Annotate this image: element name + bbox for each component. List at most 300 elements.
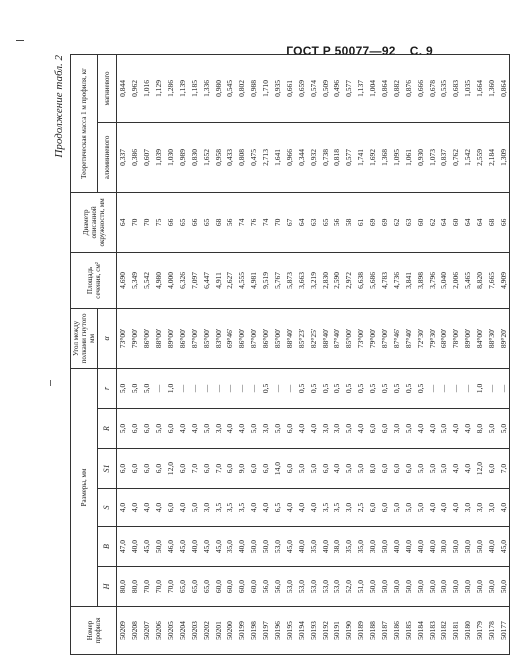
table-row	[414, 54, 426, 654]
cell-profile-no: 50182	[438, 607, 450, 655]
cell-diameter: 66	[188, 192, 200, 252]
cell-aluminum-mass: 1,039	[153, 122, 165, 192]
cell-magnesium-mass: 1,664	[474, 54, 486, 122]
cell-aluminum-mass: 1,641	[272, 122, 284, 192]
cell-aluminum-mass: 1,652	[200, 122, 212, 192]
cell-r-small: 5,0	[141, 368, 153, 408]
cell-aluminum-mass: 0,958	[212, 122, 224, 192]
cell-area: 4,555	[236, 252, 248, 308]
cell-angle: 87°46'	[390, 308, 402, 368]
cell-area: 5,767	[272, 252, 284, 308]
cell-s1: 6,0	[200, 449, 212, 489]
table-row	[450, 54, 462, 654]
cell-diameter: 64	[474, 192, 486, 252]
cell-diameter: 70	[141, 192, 153, 252]
cell-h: 56,0	[260, 567, 272, 607]
cell-angle: 85°00'	[272, 308, 284, 368]
cell-r-big: 6,0	[129, 409, 141, 449]
cell-b: 45,0	[200, 527, 212, 567]
cell-s1: 5,0	[426, 449, 438, 489]
cell-b: 53,0	[272, 527, 284, 567]
cell-b: 40,0	[236, 527, 248, 567]
cell-area: 4,000	[165, 252, 177, 308]
cell-aluminum-mass: 0,607	[141, 122, 153, 192]
continuation-caption: Продолжение табл. 2	[53, 55, 65, 158]
cell-r-big: 5,0	[486, 409, 498, 449]
cell-r-big: 5,0	[343, 409, 355, 449]
cell-s1: 6,0	[486, 449, 498, 489]
cell-area: 2,006	[450, 252, 462, 308]
header-angle: Угол между полками гнутого мм	[71, 308, 98, 368]
cell-s: 4,0	[283, 489, 295, 527]
table-row	[188, 54, 200, 654]
cell-s1: 6,0	[283, 449, 295, 489]
cell-profile-no: 50204	[176, 607, 188, 655]
cell-area: 2,972	[343, 252, 355, 308]
cell-b: 50,0	[474, 527, 486, 567]
cell-h: 53,0	[283, 567, 295, 607]
header-r-small: r	[98, 368, 117, 408]
cell-profile-no: 50206	[153, 607, 165, 655]
cell-magnesium-mass: 0,509	[319, 54, 331, 122]
cell-h: 51,0	[355, 567, 367, 607]
cell-h: 65,0	[176, 567, 188, 607]
cell-angle: 87°00'	[379, 308, 391, 368]
cell-aluminum-mass: 0,830	[188, 122, 200, 192]
cell-b: 40,0	[426, 527, 438, 567]
cell-angle: 87°00'	[188, 308, 200, 368]
cell-profile-no: 50209	[117, 607, 129, 655]
cell-b: 45,0	[141, 527, 153, 567]
table-row	[355, 54, 367, 654]
cell-aluminum-mass: 0,932	[307, 122, 319, 192]
cell-b: 35,0	[224, 527, 236, 567]
cell-r-big: 5,0	[153, 409, 165, 449]
cell-profile-no: 50187	[379, 607, 391, 655]
cell-h: 70,0	[153, 567, 165, 607]
cell-s1: 4,0	[331, 449, 343, 489]
cell-s1: 6,0	[319, 449, 331, 489]
cell-b: 50,0	[379, 527, 391, 567]
cell-area: 6,326	[176, 252, 188, 308]
cell-s1: 7,0	[212, 449, 224, 489]
cell-r-big: 4,0	[188, 409, 200, 449]
cell-s1: 6,0	[402, 449, 414, 489]
cell-r-small: 0,5	[402, 368, 414, 408]
cell-area: 3,796	[426, 252, 438, 308]
cell-area: 8,820	[474, 252, 486, 308]
cell-aluminum-mass: 0,475	[248, 122, 260, 192]
cell-r-small: 0,5	[355, 368, 367, 408]
cell-b: 50,0	[153, 527, 165, 567]
cell-magnesium-mass: 1,004	[367, 54, 379, 122]
cell-r-big: 4,0	[307, 409, 319, 449]
cell-diameter: 66	[165, 192, 177, 252]
cell-diameter: 65	[319, 192, 331, 252]
cell-s: 3,0	[474, 489, 486, 527]
cell-r-small: —	[248, 368, 260, 408]
cell-angle: 83°00'	[212, 308, 224, 368]
cell-magnesium-mass: 1,139	[176, 54, 188, 122]
cell-b: 35,0	[343, 527, 355, 567]
cell-r-small: —	[450, 368, 462, 408]
table-row	[117, 54, 129, 654]
cell-diameter: 70	[272, 192, 284, 252]
cell-aluminum-mass: 1,368	[379, 122, 391, 192]
cell-r-small: —	[200, 368, 212, 408]
cell-s: 3,5	[319, 489, 331, 527]
cell-magnesium-mass: 1,185	[188, 54, 200, 122]
cell-angle: 88°40'	[283, 308, 295, 368]
cell-h: 50,0	[450, 567, 462, 607]
cell-b: 50,0	[462, 527, 474, 567]
cell-s1: 4,0	[450, 449, 462, 489]
cell-diameter: 75	[153, 192, 165, 252]
cell-profile-no: 50194	[295, 607, 307, 655]
table-row	[248, 54, 260, 654]
cell-diameter: 74	[236, 192, 248, 252]
cell-s1: 6,0	[153, 449, 165, 489]
cell-angle: 85°23'	[295, 308, 307, 368]
cell-r-big: 4,0	[450, 409, 462, 449]
cell-s: 2,5	[355, 489, 367, 527]
cell-r-big: 4,0	[462, 409, 474, 449]
cell-profile-no: 50197	[260, 607, 272, 655]
cell-h: 50,0	[498, 567, 510, 607]
cell-magnesium-mass: 0,683	[450, 54, 462, 122]
cell-b: 40,0	[129, 527, 141, 567]
cell-r-big: 6,0	[165, 409, 177, 449]
cell-s1: 5,0	[438, 449, 450, 489]
cell-profile-no: 50185	[402, 607, 414, 655]
cell-s1: 8,0	[367, 449, 379, 489]
cell-r-small: 0,5	[295, 368, 307, 408]
cell-diameter: 69	[367, 192, 379, 252]
header-area: Площадь сечения, см²	[71, 252, 117, 308]
cell-h: 50,0	[367, 567, 379, 607]
table-row	[141, 54, 153, 654]
cell-b: 45,0	[176, 527, 188, 567]
cell-s1: 6,0	[129, 449, 141, 489]
cell-s1: 9,0	[236, 449, 248, 489]
cell-s: 4,0	[248, 489, 260, 527]
cell-magnesium-mass: 0,962	[129, 54, 141, 122]
cell-r-small: 0,5	[379, 368, 391, 408]
cell-s: 3,0	[462, 489, 474, 527]
cell-s: 3,5	[224, 489, 236, 527]
cell-angle: 85°00'	[343, 308, 355, 368]
cell-h: 65,0	[188, 567, 200, 607]
cell-aluminum-mass: 0,808	[236, 122, 248, 192]
cell-angle: 69°46'	[224, 308, 236, 368]
cell-b: 40,0	[295, 527, 307, 567]
cell-b: 40,0	[390, 527, 402, 567]
cell-s1: 7,0	[498, 449, 510, 489]
cell-aluminum-mass: 1,073	[426, 122, 438, 192]
cell-profile-no: 50184	[414, 607, 426, 655]
cell-b: 35,0	[307, 527, 319, 567]
cell-diameter: 56	[331, 192, 343, 252]
cell-aluminum-mass: 1,542	[462, 122, 474, 192]
cell-magnesium-mass: 1,710	[260, 54, 272, 122]
cell-profile-no: 50191	[331, 607, 343, 655]
cell-area: 4,981	[248, 252, 260, 308]
header-alpha: α	[98, 308, 117, 368]
cell-r-small: 0,5	[414, 368, 426, 408]
cell-diameter: 65	[176, 192, 188, 252]
cell-diameter: 64	[462, 192, 474, 252]
cell-b: 45,0	[498, 527, 510, 567]
cell-profile-no: 50193	[307, 607, 319, 655]
cell-aluminum-mass: 1,741	[355, 122, 367, 192]
cell-magnesium-mass: 0,659	[295, 54, 307, 122]
cell-angle: 84°00'	[474, 308, 486, 368]
cell-h: 50,0	[426, 567, 438, 607]
cell-magnesium-mass: 1,129	[153, 54, 165, 122]
table-row	[236, 54, 248, 654]
cell-r-small: —	[426, 368, 438, 408]
cell-r-big: 5,0	[248, 409, 260, 449]
table-row	[224, 54, 236, 654]
cell-r-small: —	[498, 368, 510, 408]
cell-r-big: 3,0	[260, 409, 272, 449]
cell-diameter: 60	[450, 192, 462, 252]
table-row	[438, 54, 450, 654]
cell-r-big: 4,0	[426, 409, 438, 449]
cell-b: 40,0	[414, 527, 426, 567]
cell-b: 30,0	[438, 527, 450, 567]
table-row	[343, 54, 355, 654]
cell-area: 9,519	[260, 252, 272, 308]
cell-diameter: 64	[117, 192, 129, 252]
cell-s: 3,5	[212, 489, 224, 527]
header-diameter: Диаметр описанной окружности, мм	[71, 192, 117, 252]
cell-r-big: 3,0	[331, 409, 343, 449]
table-row	[319, 54, 331, 654]
table-row	[486, 54, 498, 654]
cell-r-small: 0,5	[331, 368, 343, 408]
cell-r-small: 0,5	[307, 368, 319, 408]
cell-s1: 7,0	[188, 449, 200, 489]
header-h: H	[98, 567, 117, 607]
cell-s: 6,0	[379, 489, 391, 527]
cell-s: 6,5	[272, 489, 284, 527]
cell-b: 50,0	[450, 527, 462, 567]
margin-tick	[50, 380, 51, 386]
table-row	[367, 54, 379, 654]
cell-r-small: —	[283, 368, 295, 408]
cell-area: 5,542	[141, 252, 153, 308]
cell-r-big: 5,0	[117, 409, 129, 449]
cell-s1: 5,0	[355, 449, 367, 489]
cell-s1: 5,0	[414, 449, 426, 489]
table-row	[295, 54, 307, 654]
cell-angle: 85°00'	[200, 308, 212, 368]
cell-s: 4,0	[153, 489, 165, 527]
table-row	[462, 54, 474, 654]
cell-r-small: —	[486, 368, 498, 408]
table-row	[331, 54, 343, 654]
cell-s: 4,0	[141, 489, 153, 527]
cell-h: 50,0	[414, 567, 426, 607]
cell-area: 3,663	[295, 252, 307, 308]
cell-s1: 12,0	[165, 449, 177, 489]
cell-magnesium-mass: 0,545	[224, 54, 236, 122]
cell-s1: 5,0	[295, 449, 307, 489]
cell-s: 4,0	[176, 489, 188, 527]
cell-profile-no: 50205	[165, 607, 177, 655]
cell-angle: 88°40'	[319, 308, 331, 368]
cell-r-small: —	[188, 368, 200, 408]
header-b: B	[98, 527, 117, 567]
cell-s: 6,0	[367, 489, 379, 527]
cell-angle: 78°00'	[450, 308, 462, 368]
cell-profile-no: 50189	[355, 607, 367, 655]
cell-b: 50,0	[248, 527, 260, 567]
cell-aluminum-mass: 0,837	[438, 122, 450, 192]
cell-s: 5,0	[390, 489, 402, 527]
cell-aluminum-mass: 1,692	[367, 122, 379, 192]
cell-s1: 6,0	[390, 449, 402, 489]
cell-angle: 87°40'	[331, 308, 343, 368]
cell-area: 4,736	[390, 252, 402, 308]
cell-magnesium-mass: 0,980	[212, 54, 224, 122]
standard-number: ГОСТ Р 50077—92	[286, 44, 396, 58]
cell-aluminum-mass: 0,738	[319, 122, 331, 192]
cell-s: 5,0	[188, 489, 200, 527]
cell-area: 2,590	[331, 252, 343, 308]
cell-h: 50,0	[486, 567, 498, 607]
cell-angle: 87°00'	[248, 308, 260, 368]
cell-b: 40,0	[486, 527, 498, 567]
table-row	[129, 54, 141, 654]
cell-magnesium-mass: 1,360	[486, 54, 498, 122]
cell-profile-no: 50192	[319, 607, 331, 655]
cell-aluminum-mass: 1,095	[390, 122, 402, 192]
cell-s1: 4,0	[462, 449, 474, 489]
cell-magnesium-mass: 0,882	[390, 54, 402, 122]
cell-h: 50,0	[438, 567, 450, 607]
cell-area: 4,783	[379, 252, 391, 308]
cell-r-big: 3,0	[319, 409, 331, 449]
cell-profile-no: 50181	[450, 607, 462, 655]
cell-r-big: 4,0	[355, 409, 367, 449]
header-r-big: R	[98, 409, 117, 449]
table-row	[474, 54, 486, 654]
cell-area: 2,627	[224, 252, 236, 308]
cell-s: 3,0	[486, 489, 498, 527]
cell-h: 52,0	[343, 567, 355, 607]
header-dimensions: Размеры, мм	[71, 368, 98, 606]
cell-r-big: 4,0	[414, 409, 426, 449]
table-row	[402, 54, 414, 654]
cell-aluminum-mass: 2,559	[474, 122, 486, 192]
cell-aluminum-mass: 2,713	[260, 122, 272, 192]
cell-area: 5,349	[129, 252, 141, 308]
cell-s1: 12,0	[474, 449, 486, 489]
cell-h: 80,0	[129, 567, 141, 607]
cell-h: 60,0	[224, 567, 236, 607]
cell-angle: 86°00'	[176, 308, 188, 368]
cell-b: 46,0	[165, 527, 177, 567]
cell-angle: 68°00'	[438, 308, 450, 368]
cell-h: 50,0	[379, 567, 391, 607]
cell-aluminum-mass: 0,386	[129, 122, 141, 192]
cell-diameter: 66	[498, 192, 510, 252]
cell-r-small: 1,0	[474, 368, 486, 408]
cell-profile-no: 50195	[283, 607, 295, 655]
cell-h: 65,0	[200, 567, 212, 607]
cell-aluminum-mass: 0,930	[414, 122, 426, 192]
cell-r-big: 5,0	[498, 409, 510, 449]
cell-r-small: 0,5	[390, 368, 402, 408]
cell-angle: 79°00'	[129, 308, 141, 368]
header-aluminum: алюминиевого	[98, 122, 117, 192]
cell-r-big: 4,0	[295, 409, 307, 449]
cell-r-big: 4,0	[236, 409, 248, 449]
cell-diameter: 56	[224, 192, 236, 252]
cell-diameter: 64	[295, 192, 307, 252]
cell-h: 60,0	[236, 567, 248, 607]
cell-profile-no: 50202	[200, 607, 212, 655]
cell-magnesium-mass: 0,661	[283, 54, 295, 122]
cell-r-small: 0,5	[260, 368, 272, 408]
cell-r-big: 6,0	[283, 409, 295, 449]
cell-h: 56,0	[272, 567, 284, 607]
cell-h: 53,0	[331, 567, 343, 607]
cell-angle: 79°30'	[426, 308, 438, 368]
profile-table	[70, 54, 510, 655]
cell-s: 4,0	[498, 489, 510, 527]
cell-aluminum-mass: 1,030	[165, 122, 177, 192]
margin-dash	[16, 40, 24, 41]
cell-angle: 89°00'	[462, 308, 474, 368]
cell-profile-no: 50198	[248, 607, 260, 655]
cell-r-small: —	[153, 368, 165, 408]
cell-s1: 6,0	[379, 449, 391, 489]
cell-angle: 89°00'	[165, 308, 177, 368]
cell-angle: 79°00'	[367, 308, 379, 368]
cell-magnesium-mass: 0,876	[402, 54, 414, 122]
cell-profile-no: 50183	[426, 607, 438, 655]
cell-diameter: 64	[438, 192, 450, 252]
cell-r-big: 4,0	[224, 409, 236, 449]
cell-s: 4,0	[117, 489, 129, 527]
cell-r-small: —	[236, 368, 248, 408]
cell-h: 50,0	[390, 567, 402, 607]
cell-profile-no: 50180	[462, 607, 474, 655]
cell-area: 6,638	[355, 252, 367, 308]
cell-area: 6,447	[200, 252, 212, 308]
cell-s: 3,5	[236, 489, 248, 527]
cell-profile-no: 50186	[390, 607, 402, 655]
cell-magnesium-mass: 0,802	[236, 54, 248, 122]
cell-diameter: 74	[260, 192, 272, 252]
cell-diameter: 69	[379, 192, 391, 252]
cell-magnesium-mass: 1,016	[141, 54, 153, 122]
cell-angle: 73°00'	[117, 308, 129, 368]
cell-magnesium-mass: 0,666	[414, 54, 426, 122]
cell-r-small: 0,5	[367, 368, 379, 408]
cell-s: 4,0	[129, 489, 141, 527]
cell-r-big: 6,0	[367, 409, 379, 449]
cell-diameter: 76	[248, 192, 260, 252]
cell-diameter: 62	[426, 192, 438, 252]
cell-s1: 6,0	[141, 449, 153, 489]
cell-s: 4,0	[450, 489, 462, 527]
cell-magnesium-mass: 1,336	[200, 54, 212, 122]
cell-r-big: 3,0	[212, 409, 224, 449]
